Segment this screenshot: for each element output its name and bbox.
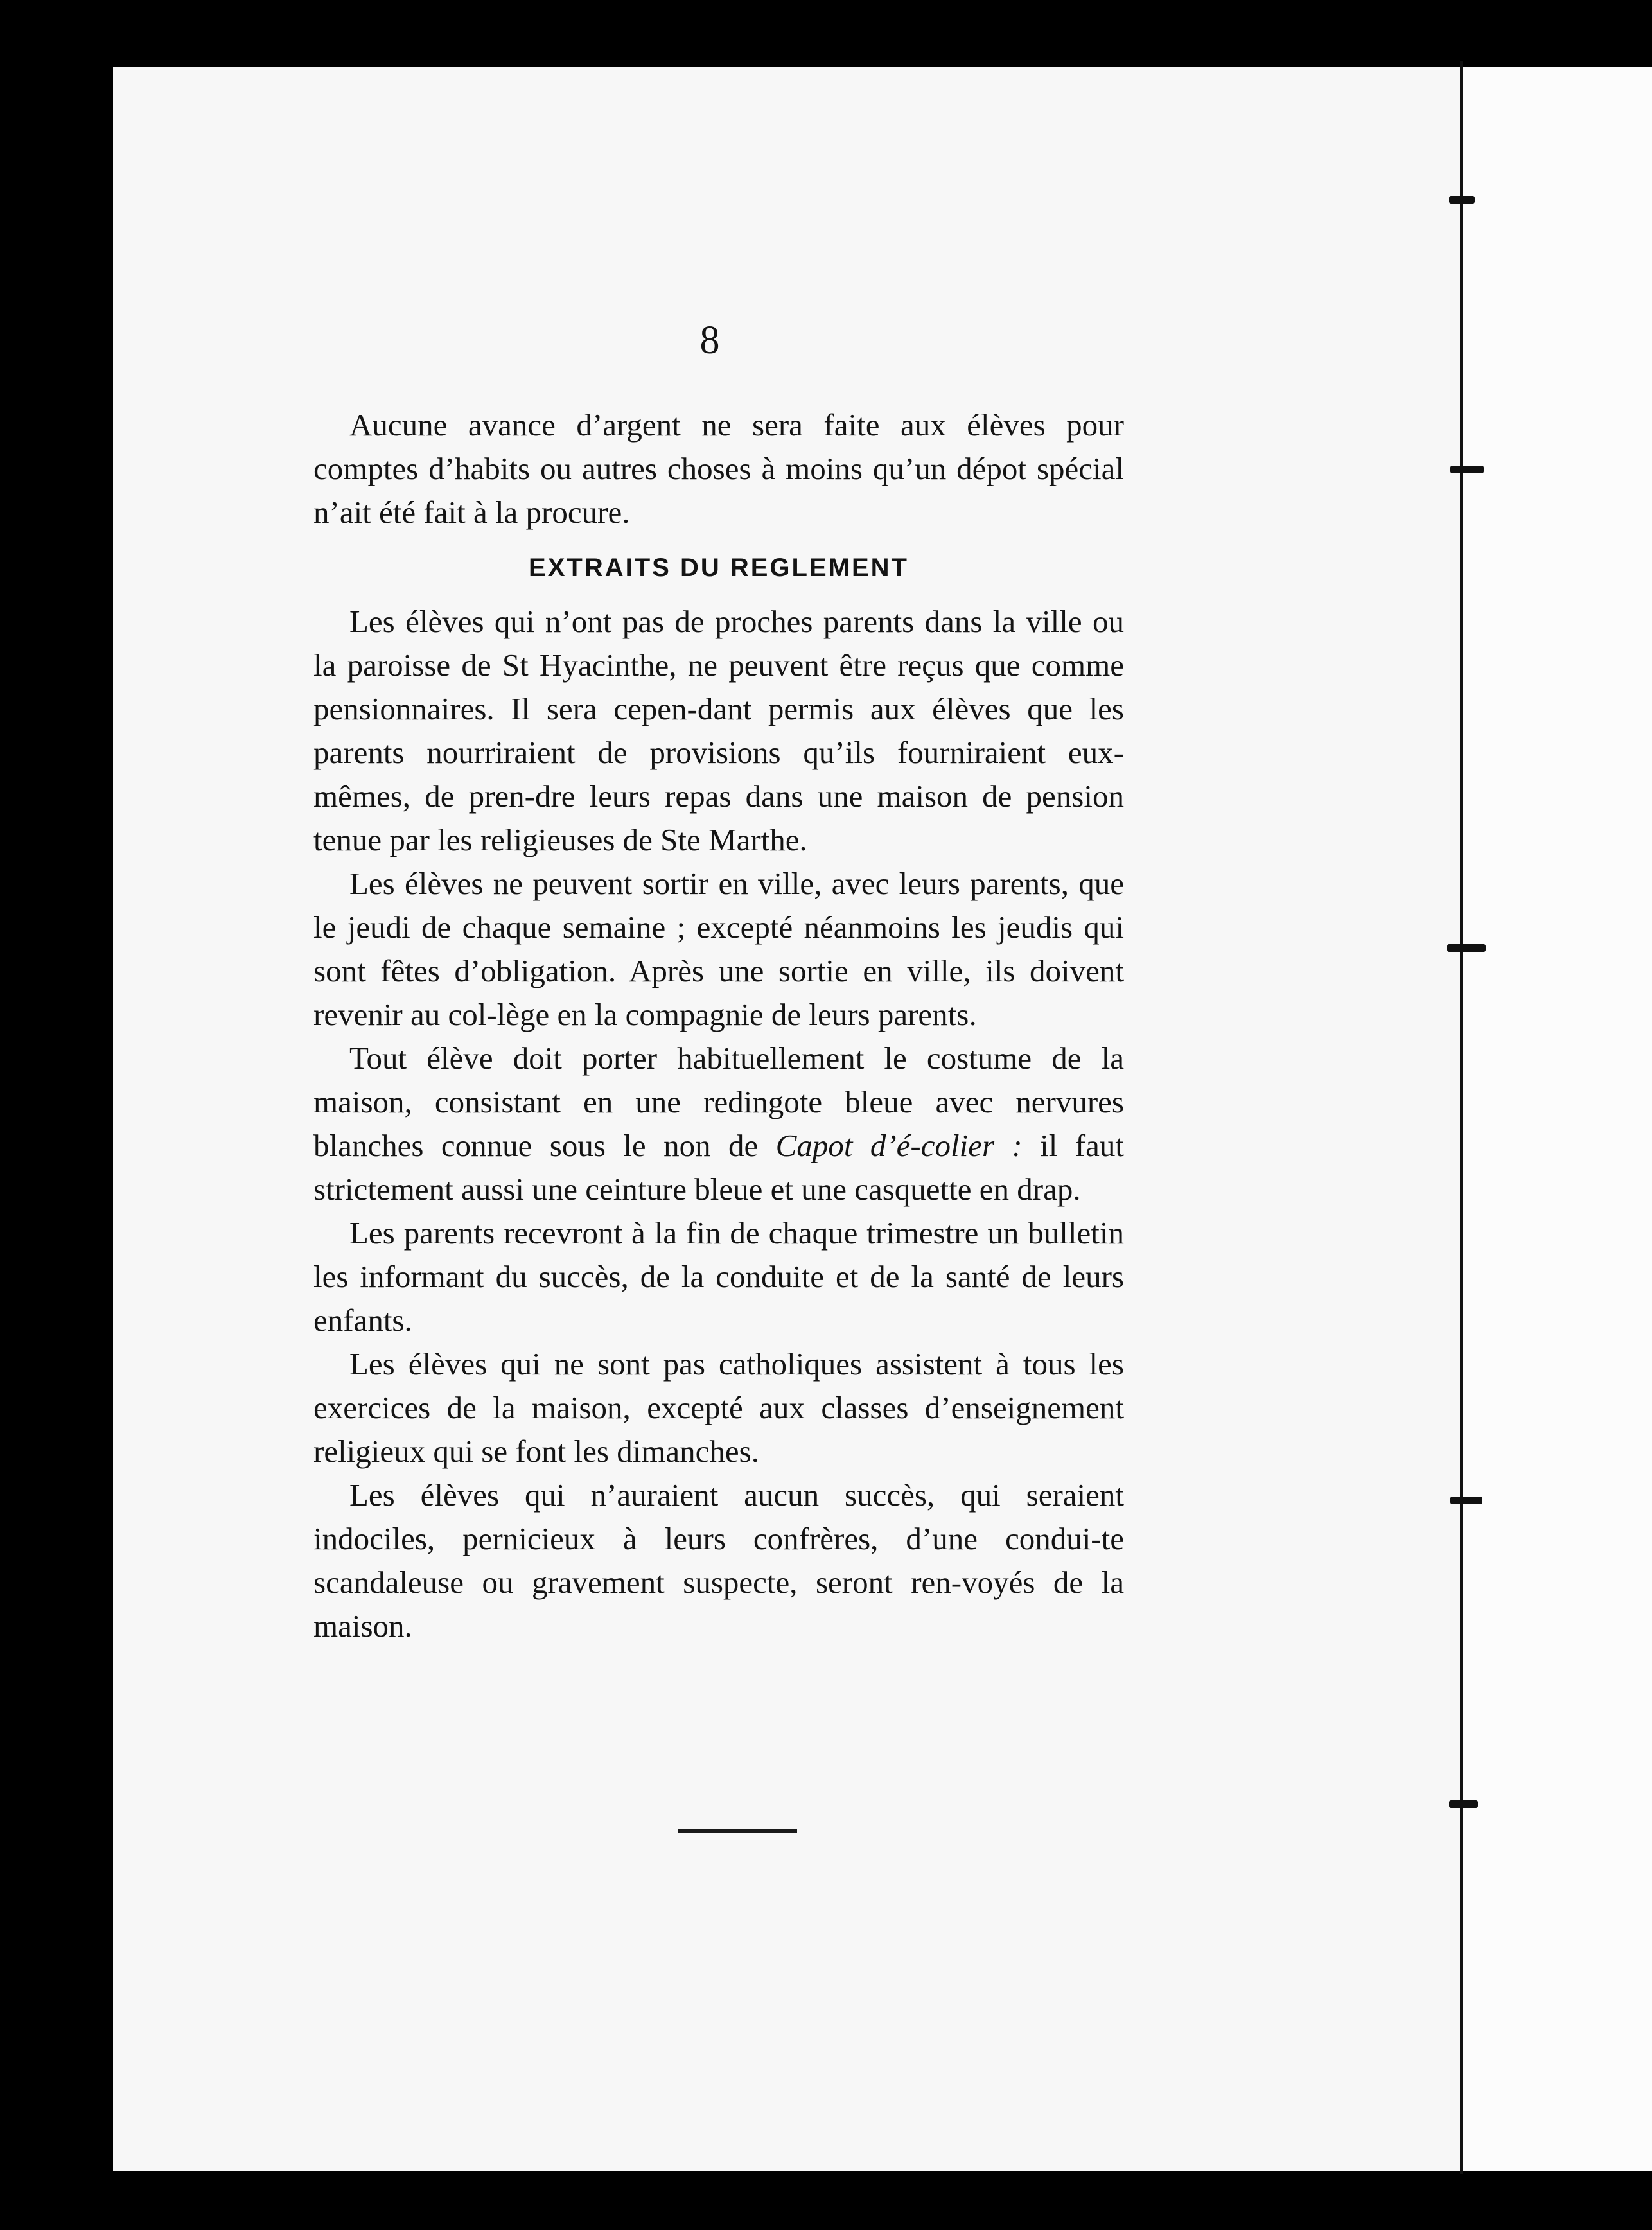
end-rule bbox=[678, 1829, 797, 1833]
binding-mark bbox=[1447, 944, 1486, 952]
paragraph-non-catholics: Les élèves qui ne sont pas catholiques assistent à tous les exercices de la maison, excepté aux classes d’enseignement religieux qui se font les dimanches. bbox=[313, 1346, 1124, 1469]
paragraph-outings: Les élèves ne peuvent sortir en ville, avec leurs parents, que le jeudi de chaque semaine ; excepté néanmoins les jeudis qui sont fêtes d’obligation. Après une sortie en ville, ils doivent revenir au col-lège en la compagnie de leurs parents. bbox=[313, 866, 1124, 1032]
intro-paragraph: Aucune avance d’argent ne sera faite aux élèves pour comptes d’habits ou autres choses à moins qu’un dépot spécial n’ait été fait à la procure. bbox=[313, 407, 1124, 530]
paragraph-dismissal: Les élèves qui n’auraient aucun succès, qui seraient indociles, pernicieux à leurs confrères, d’une condui-te scandaleuse ou gravement suspecte, seront ren-voyés de la maison. bbox=[313, 1477, 1124, 1644]
costume-name-italic: Capot d’é-colier : bbox=[775, 1128, 1023, 1163]
binding-mark bbox=[1449, 1800, 1478, 1808]
binding-mark bbox=[1450, 1497, 1482, 1504]
binding-mark bbox=[1450, 466, 1484, 473]
page-text bbox=[313, 403, 1124, 1648]
binding-mark bbox=[1449, 196, 1475, 204]
costume-text-start: Tout élève doit porter habituellement le costume de la maison, consistant en une redingote bleue avec nervures blanches connue sous le non de bbox=[313, 1040, 1124, 1163]
section-heading: EXTRAITS DU REGLEMENT bbox=[529, 554, 909, 582]
paragraph-costume bbox=[313, 1037, 1124, 1211]
paragraph-boarders: Les élèves qui n’ont pas de proches parents dans la ville ou la paroisse de St Hyacinthe, ne peuvent être reçus que comme pensionnaires. Il sera cepen-dant permis aux élèves que les parents nourriraient de provisions qu’ils fourniraient eux-mêmes, de pren-dre leurs repas dans une maison de pension tenue par les religieuses de Ste Marthe. bbox=[313, 604, 1124, 857]
costume-text-end: il faut strictement aussi une ceinture bleue et une casquette en drap. bbox=[313, 1128, 1124, 1207]
adjacent-page-strip bbox=[1463, 67, 1652, 2171]
page-number: 8 bbox=[699, 319, 720, 362]
paragraph-bulletin: Les parents recevront à la fin de chaque trimestre un bulletin les informant du succès, de la conduite et de la santé de leurs enfants. bbox=[313, 1215, 1124, 1338]
